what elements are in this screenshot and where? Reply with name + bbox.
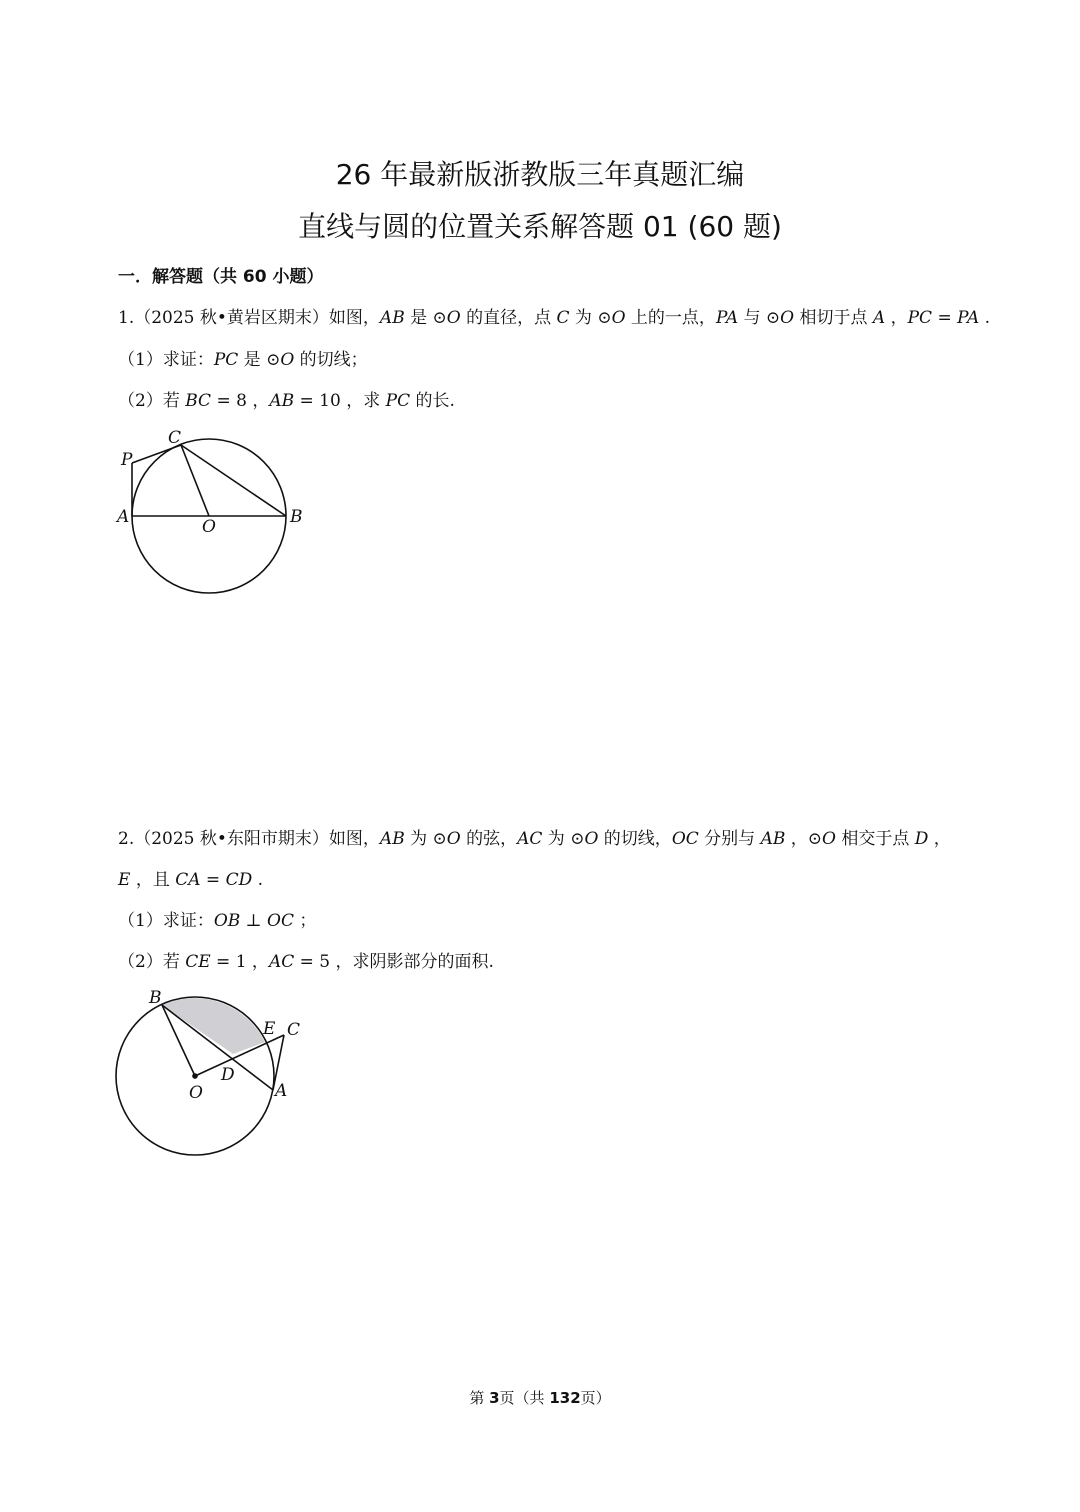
- q2-text: 分别与: [698, 829, 761, 849]
- q1-text: C: [556, 308, 570, 328]
- q1-text: 为 ⊙: [569, 308, 612, 328]
- q1-part1-text: 的切线；: [294, 350, 368, 370]
- q2-text: 为 ⊙: [542, 829, 585, 849]
- q2-text: CA = CD: [175, 870, 253, 890]
- q1-text: ，: [885, 308, 908, 328]
- q2-label-b: B: [149, 988, 162, 1008]
- q1-part2: [118, 386, 455, 411]
- q1-part2-text: 的长.: [410, 391, 455, 411]
- q1-part2-text: AB: [269, 391, 295, 411]
- q2-text: 的切线，: [598, 829, 672, 849]
- q2-label-c: C: [287, 1020, 301, 1040]
- q1-text: A: [872, 308, 886, 328]
- q2-text: 的弦，: [460, 829, 518, 849]
- q2-shaded-region: [162, 998, 265, 1054]
- q1-label-p: P: [121, 450, 133, 470]
- q2-part2-text: = 1 ，: [210, 952, 269, 972]
- q2-text: AC: [517, 829, 543, 849]
- q1-text: .: [979, 308, 991, 328]
- footer-text: 页）: [580, 1389, 611, 1407]
- q2-text: ，: [928, 829, 951, 849]
- q1-part1: [118, 345, 368, 370]
- q2-figure: [105, 980, 335, 1165]
- q2-part1-text: OB ⊥ OC: [213, 911, 294, 931]
- q1-part1-text: PC: [213, 350, 239, 370]
- q1-text: 相切于点: [794, 308, 873, 328]
- footer-total-pages: 132: [549, 1389, 581, 1407]
- q2-part2-text: （2）若: [118, 952, 186, 972]
- q2-text: O: [584, 829, 599, 849]
- q2-stem-cont: [118, 865, 263, 890]
- q1-text: O: [780, 308, 795, 328]
- q1-text: 上的一点，: [625, 308, 716, 328]
- q1-part2-text: = 10 ，求: [294, 391, 386, 411]
- q2-text: D: [914, 829, 929, 849]
- q1-part2-text: PC: [385, 391, 411, 411]
- q1-label-o: O: [202, 517, 216, 537]
- q1-text: 与 ⊙: [738, 308, 781, 328]
- q1-part2-text: = 8 ，: [211, 391, 270, 411]
- q1-label-c: C: [168, 428, 182, 448]
- q2-text: OC: [671, 829, 699, 849]
- q2-label-e: E: [263, 1019, 276, 1039]
- q2-part1-text: （1）求证：: [118, 911, 214, 931]
- q1-text: 的直径，点: [460, 308, 557, 328]
- q1-stem: [118, 303, 990, 328]
- q2-text: 相交于点: [835, 829, 915, 849]
- footer-text: 第: [469, 1389, 490, 1407]
- q2-label-d: D: [221, 1065, 235, 1085]
- q2-part2-text: = 5 ，求阴影部分的面积.: [294, 952, 494, 972]
- section-heading: 一．解答题（共 60 小题）: [118, 267, 324, 287]
- q1-part2-text: BC: [185, 391, 212, 411]
- q2-part2-text: AC: [268, 952, 295, 972]
- q1-label-a: A: [117, 507, 130, 527]
- q2-label-o: O: [189, 1083, 203, 1103]
- q2-text: E: [118, 870, 131, 890]
- q1-segment-co: [181, 445, 209, 516]
- q1-part1-text: （1）求证：: [118, 350, 214, 370]
- q2-text: O: [822, 829, 836, 849]
- footer-page-number: 3: [489, 1389, 500, 1407]
- doc-title-line2: 直线与圆的位置关系解答题 01 (60 题): [298, 210, 782, 243]
- q2-text: AB: [760, 829, 786, 849]
- q1-text: 是 ⊙: [404, 308, 447, 328]
- q2-text: ，且: [130, 870, 176, 890]
- q1-part1-text: 是 ⊙: [238, 350, 281, 370]
- q1-intro: 1.（2025 秋•黄岩区期末）如图，: [118, 308, 380, 328]
- q1-part1-text: O: [280, 350, 295, 370]
- q1-text: AB: [379, 308, 405, 328]
- q1-segment-cb: [181, 445, 286, 516]
- q2-label-a: A: [275, 1081, 288, 1101]
- q2-part1-text: ；: [294, 911, 317, 931]
- q2-part2: [118, 947, 494, 972]
- q1-text: PA: [715, 308, 739, 328]
- q1-figure: [105, 420, 335, 600]
- q1-part2-text: （2）若: [118, 391, 186, 411]
- q2-part2-text: CE: [185, 952, 211, 972]
- q1-label-b: B: [290, 507, 303, 527]
- q2-text: AB: [379, 829, 405, 849]
- q2-stem: [118, 824, 951, 849]
- page-footer: [0, 1387, 1080, 1408]
- q2-text: ，⊙: [785, 829, 823, 849]
- footer-text: 页（共: [499, 1389, 550, 1407]
- q1-text: PC = PA: [907, 308, 980, 328]
- q2-intro: 2.（2025 秋•东阳市期末）如图，: [118, 829, 380, 849]
- doc-title-line1: 26 年最新版浙教版三年真题汇编: [335, 158, 745, 191]
- q2-part1: [118, 906, 316, 931]
- q2-center-dot: [192, 1073, 198, 1079]
- q1-text: O: [446, 308, 461, 328]
- q2-text: O: [446, 829, 461, 849]
- q2-text: .: [252, 870, 264, 890]
- q2-text: 为 ⊙: [404, 829, 447, 849]
- q1-text: O: [611, 308, 626, 328]
